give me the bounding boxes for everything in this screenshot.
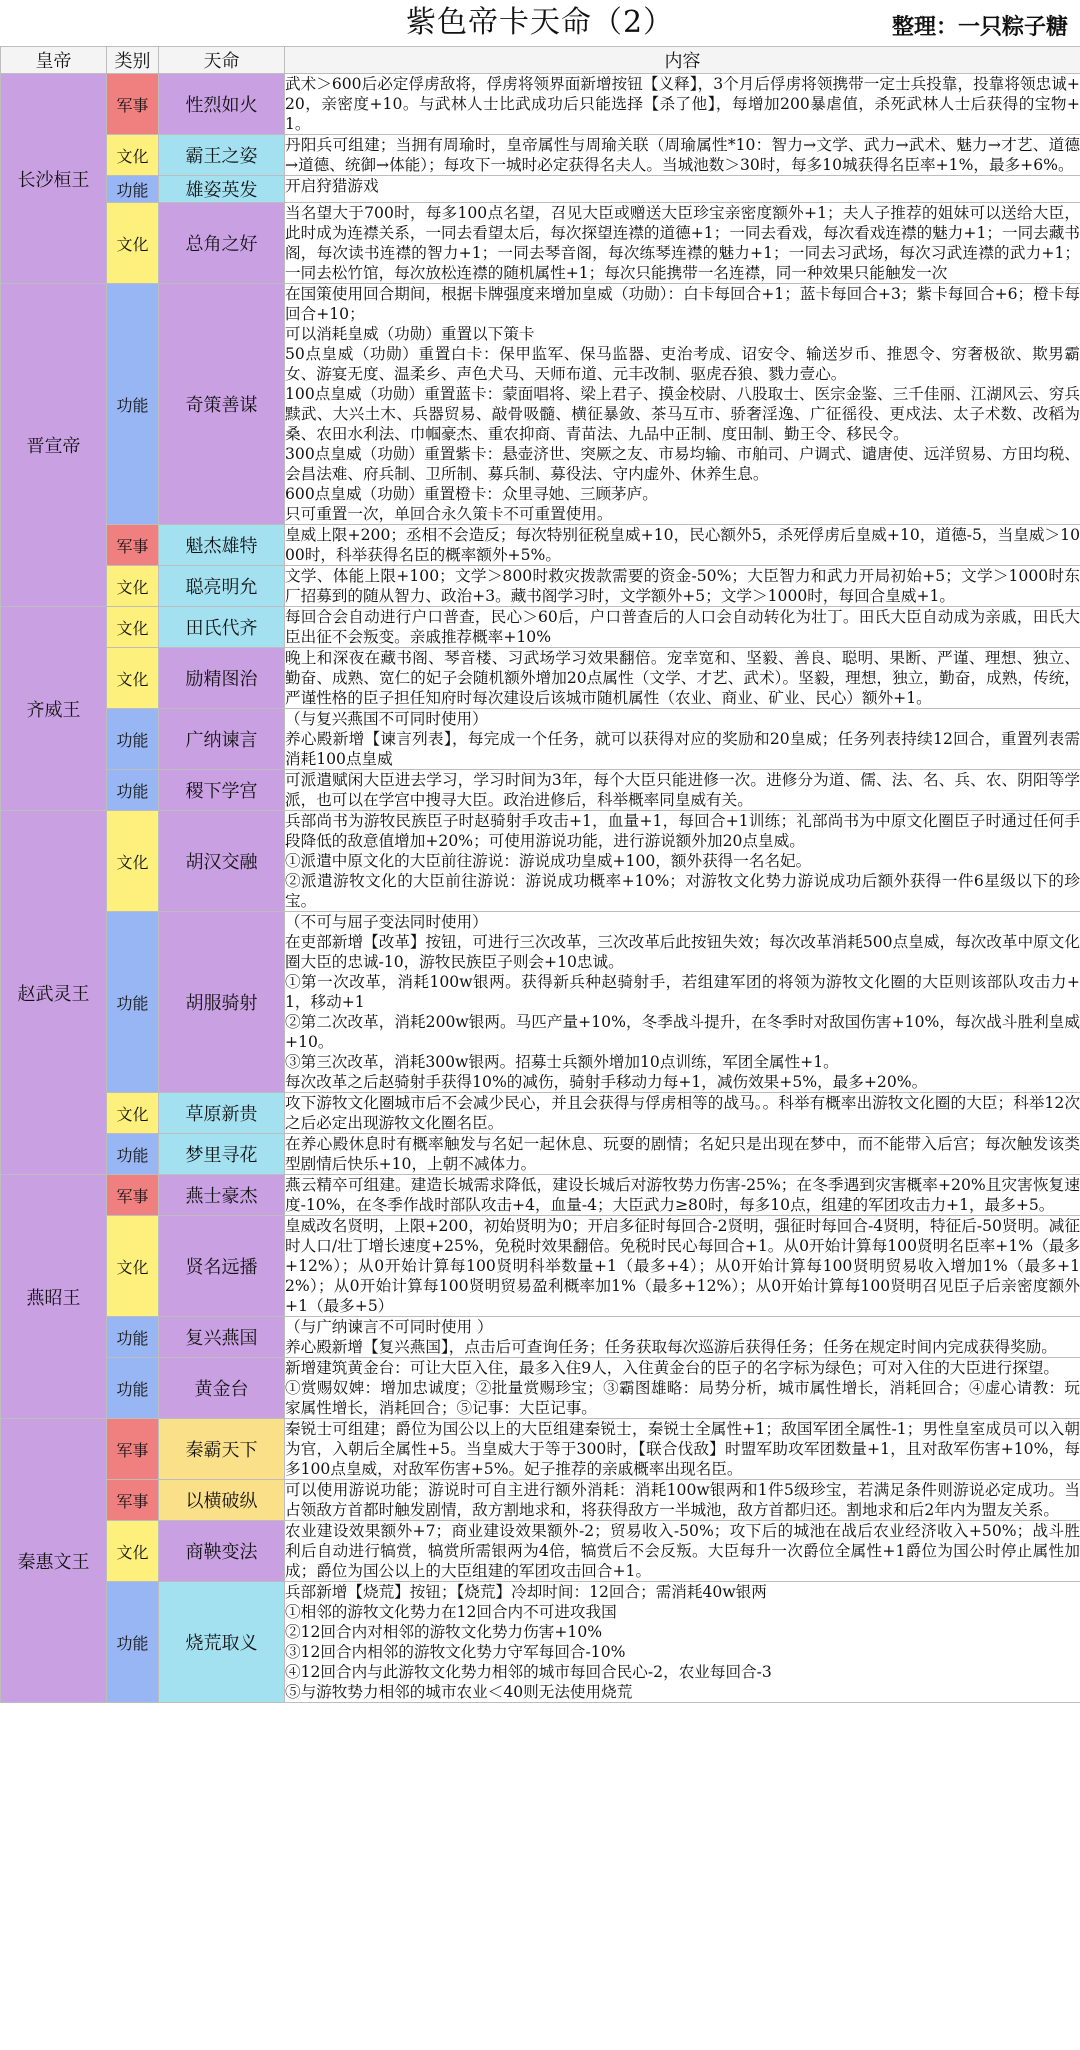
- tianming-cell: 黄金台: [159, 1358, 285, 1419]
- content-cell: [285, 1317, 1080, 1358]
- content-cell: [285, 648, 1080, 709]
- category-cell: 文化: [107, 203, 159, 284]
- content-line: 在国策使用回合期间，根据卡牌强度来增加皇威（功勋）：白卡每回合+1；蓝卡每回合+3；紫卡每回合+6；橙卡每回合+10；: [285, 285, 1080, 323]
- tianming-cell: 聪亮明允: [159, 566, 285, 607]
- category-cell: 功能: [107, 709, 159, 770]
- content-line: 可派遣赋闲大臣进去学习，学习时间为3年，每个大臣只能进修一次。进修分为道、儒、法、名、兵、农、阴阳等学派，也可以在学宫中搜寻大臣。政治进修后，科举概率同皇威有关。: [285, 771, 1080, 809]
- content-line: 每次改革之后赵骑射手获得10%的减伤，骑射手移动力每+1，减伤效果+5%，最多+20%。: [285, 1073, 928, 1091]
- table-row: [1, 1419, 1080, 1480]
- content-cell: [285, 1358, 1080, 1419]
- content-line: 只可重置一次，单回合永久策卡不可重置使用。: [285, 505, 613, 523]
- content-cell: [285, 525, 1080, 566]
- category-cell: 文化: [107, 566, 159, 607]
- tianming-cell: 以横破纵: [159, 1480, 285, 1521]
- category-cell: 功能: [107, 1317, 159, 1358]
- emperor-name: 长沙桓王: [1, 74, 107, 284]
- content-line: ①相邻的游牧文化势力在12回合内不可进攻我国: [285, 1603, 617, 1621]
- tianming-cell: 广纳谏言: [159, 709, 285, 770]
- category-cell: 功能: [107, 1582, 159, 1703]
- category-cell: 功能: [107, 770, 159, 811]
- content-line: 农业建设效果额外+7；商业建设效果额外-2；贸易收入-50%；攻下后的城池在战后农业经济收入+50%；战斗胜利后自动进行犒赏，犒赏所需银两为4倍，犒赏后不会反叛。大臣每升一次爵位全属性+1爵位为国公时停止属性加成；爵位为国公以上的大臣组建的军团攻击回合+1。: [285, 1522, 1080, 1580]
- table-row: [1, 1317, 1080, 1358]
- tianming-cell: 奇策善谋: [159, 284, 285, 525]
- content-cell: [285, 135, 1080, 176]
- tianming-cell: 雄姿英发: [159, 176, 285, 203]
- content-cell: [285, 566, 1080, 607]
- content-line: 丹阳兵可组建；当拥有周瑜时，皇帝属性与周瑜关联（周瑜属性*10：智力→文学、武力→武术、魅力→才艺、道德→道德、统御→体能）；每攻下一城时必定获得名夫人。当城池数＞30时，每多10城获得名臣率+1%，最多+6%。: [285, 136, 1080, 174]
- header-row: [1, 47, 1080, 74]
- category-cell: 文化: [107, 811, 159, 912]
- table-row: [1, 1216, 1080, 1317]
- table-row: [1, 203, 1080, 284]
- content-line: 可以使用游说功能；游说时可自主进行额外消耗：消耗100w银两和1件5级珍宝，若满足条件则游说必定成功。当占领敌方首都时触发剧情，敌方割地求和，将获得敌方一半城池，敌方首都归还。割地求和后2年内为盟友关系。: [285, 1481, 1080, 1519]
- content-cell: [285, 770, 1080, 811]
- table-row: [1, 566, 1080, 607]
- table-row: [1, 74, 1080, 135]
- content-cell: [285, 912, 1080, 1093]
- content-line: 100点皇威（功勋）重置蓝卡：蒙面唱将、梁上君子、摸金校尉、八股取士、医宗金鉴、三千佳丽、江湖风云、穷兵黩武、大兴土木、兵器贸易、敲骨吸髓、横征暴敛、茶马互市、骄奢淫逸、广征徭役、更戍法、太子术数、改稻为桑、农田水利法、巾帼豪杰、重农抑商、青苗法、九品中正制、度田制、勤王令、移民令。: [285, 385, 1080, 443]
- content-cell: [285, 1134, 1080, 1175]
- content-line: （不可与屈子变法同时使用）: [285, 913, 488, 931]
- content-line: ③第三次改革，消耗300w银两。招募士兵额外增加10点训练，军团全属性+1。: [285, 1053, 839, 1071]
- table-row: [1, 284, 1080, 525]
- content-line: 武术＞600后必定俘虏敌将，俘虏将领界面新增按钮【义释】，3个月后俘虏将领携带一定士兵投靠，投靠将领忠诚+20，亲密度+10。与武林人士比武成功后只能选择【杀了他】，每增加200暴虐值，杀死武林人士后获得的宝物+1。: [285, 75, 1080, 133]
- content-line: ②第二次改革，消耗200w银两。马匹产量+10%，冬季战斗提升，在冬季时对敌国伤害+10%，每次战斗胜利皇威+10。: [285, 1013, 1080, 1051]
- category-cell: 军事: [107, 74, 159, 135]
- emperor-name: 秦惠文王: [1, 1419, 107, 1703]
- category-cell: 文化: [107, 1521, 159, 1582]
- category-cell: 军事: [107, 1419, 159, 1480]
- content-line: 文学、体能上限+100；文学＞800时救灾拨款需要的资金-50%；大臣智力和武力开局初始+5；文学＞1000时东厂招募到的随从智力、政治+3。藏书阁学习时，文学额外+5；文学＞1000时，每回合皇威+1。: [285, 567, 1080, 605]
- tianming-cell: 秦霸天下: [159, 1419, 285, 1480]
- content-line: 在养心殿休息时有概率触发与名妃一起休息、玩耍的剧情；名妃只是出现在梦中，而不能带入后宫；每次触发该类型剧情后快乐+10，上朝不减体力。: [285, 1135, 1080, 1173]
- content-line: 养心殿新增【谏言列表】，每完成一个任务，就可以获得对应的奖励和20皇威；任务列表持续12回合，重置列表需消耗100点皇威: [285, 730, 1080, 768]
- content-line: ①派遣中原文化的大臣前往游说：游说成功皇威+100，额外获得一名名妃。: [285, 852, 812, 870]
- content-line: 50点皇威（功勋）重置白卡：保甲监军、保马监器、吏治考成、诏安令、输送岁币、推恩令、穷奢极欲、欺男霸女、游宴无度、温柔乡、声色犬马、天师布道、元丰改制、驱虎吞狼、戮力壹心。: [285, 345, 1080, 383]
- header-tianming: 天命: [159, 47, 285, 74]
- content-line: ④12回合内与此游牧文化势力相邻的城市每回合民心-2，农业每回合-3: [285, 1663, 772, 1681]
- tianming-cell: 魁杰雄特: [159, 525, 285, 566]
- content-cell: [285, 176, 1080, 203]
- content-line: 晚上和深夜在藏书阁、琴音楼、习武场学习效果翻倍。宠幸宽和、坚毅、善良、聪明、果断、严谨、理想、独立、勤奋、成熟、宽仁的妃子会随机额外增加20点属性（文学、才艺、武术）。坚毅，理想，独立，勤奋，成熟，传统，严谨性格的臣子担任知府时每次建设后该城市随机属性（农业、商业、矿业、民心）额外+1。: [285, 649, 1080, 707]
- table-row: [1, 709, 1080, 770]
- tianming-cell: 胡汉交融: [159, 811, 285, 912]
- emperor-name: 燕昭王: [1, 1175, 107, 1419]
- content-cell: [285, 607, 1080, 648]
- content-line: 皇威上限+200；丞相不会造反；每次特别征税皇威+10，民心额外5，杀死俘虏后皇威+10，道德-5，当皇威＞1000时，科举获得名臣的概率额外+5%。: [285, 526, 1080, 564]
- table-body: [1, 74, 1080, 1703]
- header-emperor: 皇帝: [1, 47, 107, 74]
- content-line: 600点皇威（功勋）重置橙卡：众里寻她、三顾茅庐。: [285, 485, 658, 503]
- table-row: [1, 1582, 1080, 1703]
- content-line: 每回合会自动进行户口普查，民心＞60后，户口普查后的人口会自动转化为壮丁。田氏大臣自动成为亲戚，田氏大臣出征不会叛变。亲戚推荐概率+10%: [285, 608, 1080, 646]
- content-line: 兵部尚书为游牧民族臣子时赵骑射手攻击+1，血量+1，每回合+1训练；礼部尚书为中原文化圈臣子时通过任何手段降低的敌意值增加+20%；可使用游说功能，进行游说额外加20点皇威。: [285, 812, 1080, 850]
- content-cell: [285, 709, 1080, 770]
- category-cell: 功能: [107, 1134, 159, 1175]
- category-cell: 军事: [107, 1480, 159, 1521]
- tianming-cell: 总角之好: [159, 203, 285, 284]
- category-cell: 文化: [107, 1093, 159, 1134]
- table-row: [1, 176, 1080, 203]
- tianming-cell: 商鞅变法: [159, 1521, 285, 1582]
- content-cell: [285, 1093, 1080, 1134]
- tianming-cell: 胡服骑射: [159, 912, 285, 1093]
- content-line: 开启狩猎游戏: [285, 177, 379, 195]
- category-cell: 文化: [107, 135, 159, 176]
- content-line: ①第一次改革，消耗100w银两。获得新兵种赵骑射手，若组建军团的将领为游牧文化圈的大臣则该部队攻击力+1，移动+1: [285, 973, 1080, 1011]
- category-cell: 功能: [107, 284, 159, 525]
- emperor-name: 齐威王: [1, 607, 107, 811]
- table-row: [1, 770, 1080, 811]
- content-cell: [285, 1419, 1080, 1480]
- content-line: 可以消耗皇威（功勋）重置以下策卡: [285, 325, 535, 343]
- tianming-cell: 稷下学宫: [159, 770, 285, 811]
- table-row: [1, 525, 1080, 566]
- content-cell: [285, 811, 1080, 912]
- content-line: 燕云精卒可组建。建造长城需求降低，建设长城后对游牧势力伤害-25%；在冬季遇到灾害概率+20%且灾害恢复速度-10%，在冬季作战时部队攻击+4，血量-4；大臣武力≥80时，每多10点，组建的军团攻击力+1，最多+5。: [285, 1176, 1080, 1214]
- content-line: （与复兴燕国不可同时使用）: [285, 710, 488, 728]
- content-line: ①赏赐奴婢：增加忠诚度；②批量赏赐珍宝；③霸图雄略：局势分析，城市属性增长，消耗回合；④虚心请教：玩家属性增长，消耗回合；⑤记事：大臣记事。: [285, 1379, 1080, 1417]
- content-line: 在吏部新增【改革】按钮，可进行三次改革，三次改革后此按钮失效；每次改革消耗500点皇威，每次改革中原文化圈大臣的忠诚-10，游牧民族臣子则会+10忠诚。: [285, 933, 1080, 971]
- table-row: [1, 1480, 1080, 1521]
- content-cell: [285, 1480, 1080, 1521]
- tianming-cell: 复兴燕国: [159, 1317, 285, 1358]
- content-line: ⑤与游牧势力相邻的城市农业＜40则无法使用烧荒: [285, 1683, 633, 1701]
- table-row: [1, 648, 1080, 709]
- category-cell: 文化: [107, 607, 159, 648]
- content-cell: [285, 203, 1080, 284]
- tianming-cell: 烧荒取义: [159, 1582, 285, 1703]
- page-title: 紫色帝卡天命（2）: [405, 5, 675, 40]
- content-line: 秦锐士可组建；爵位为国公以上的大臣组建秦锐士，秦锐士全属性+1；敌国军团全属性-1；男性皇室成员可以入朝为官，入朝后全属性+5。当皇威大于等于300时，【联合伐敌】时盟军助攻军团数量+1，且对敌军伤害+10%，每多100点皇威，对敌军伤害+5%。妃子推荐的亲戚概率出现名臣。: [285, 1420, 1080, 1478]
- content-cell: [285, 1521, 1080, 1582]
- tianming-cell: 性烈如火: [159, 74, 285, 135]
- category-cell: 文化: [107, 1216, 159, 1317]
- content-line: 攻下游牧文化圈城市后不会减少民心，并且会获得与俘虏相等的战马。。科举有概率出游牧文化圈的大臣；科举12次之后必定出现游牧文化圈名臣。: [285, 1094, 1080, 1132]
- emperor-name: 赵武灵王: [1, 811, 107, 1175]
- content-line: ③12回合内相邻的游牧文化势力守军每回合-10%: [285, 1643, 626, 1661]
- category-cell: 功能: [107, 912, 159, 1093]
- author-credit: 整理：一只粽子糖: [891, 15, 1068, 40]
- table-row: [1, 1093, 1080, 1134]
- table-row: [1, 1521, 1080, 1582]
- content-cell: [285, 284, 1080, 525]
- content-line: 新增建筑黄金台：可让大臣入住，最多入住9人，入住黄金台的臣子的名字标为绿色；可对入住的大臣进行探望。: [285, 1359, 1060, 1377]
- tianming-cell: 贤名远播: [159, 1216, 285, 1317]
- category-cell: 军事: [107, 525, 159, 566]
- category-cell: 功能: [107, 176, 159, 203]
- emperor-name: 晋宣帝: [1, 284, 107, 607]
- content-line: 300点皇威（功勋）重置紫卡：悬壶济世、突厥之友、市易均输、市舶司、户调式、谴唐使、远洋贸易、方田均税、会昌法难、府兵制、卫所制、募兵制、募役法、守内虚外、休养生息。: [285, 445, 1080, 483]
- table-row: [1, 1134, 1080, 1175]
- content-line: 养心殿新增【复兴燕国】，点击后可查询任务；任务获取每次巡游后获得任务；任务在规定时间内完成获得奖励。: [285, 1338, 1057, 1356]
- table-row: [1, 1175, 1080, 1216]
- header-content: 内容: [285, 47, 1080, 74]
- tianming-cell: 霸王之姿: [159, 135, 285, 176]
- content-line: 当名望大于700时，每多100点名望，召见大臣或赠送大臣珍宝亲密度额外+1；夫人子推荐的姐妹可以送给大臣，此时成为连襟关系，一同去看望太后，每次探望连襟的道德+1；一同去看戏，每次看戏连襟的魅力+1；一同去藏书阁，每次读书连襟的智力+1；一同去琴音阁，每次练琴连襟的魅力+1；一同去习武场，每次习武连襟的武力+1；一同去松竹馆，每次放松连襟的随机属性+1；每次只能携带一名连襟，同一种效果只能触发一次: [285, 204, 1080, 282]
- category-cell: 文化: [107, 648, 159, 709]
- table-row: [1, 1358, 1080, 1419]
- content-cell: [285, 1216, 1080, 1317]
- tianming-cell: 梦里寻花: [159, 1134, 285, 1175]
- table-row: [1, 607, 1080, 648]
- tianming-cell: 燕士豪杰: [159, 1175, 285, 1216]
- content-cell: [285, 1582, 1080, 1703]
- tianming-cell: 草原新贵: [159, 1093, 285, 1134]
- title-bar: [0, 0, 1080, 47]
- tianming-table: [0, 46, 1080, 1703]
- tianming-cell: 田氏代齐: [159, 607, 285, 648]
- content-line: 兵部新增【烧荒】按钮；【烧荒】冷却时间：12回合；需消耗40w银两: [285, 1583, 767, 1601]
- tianming-cell: 励精图治: [159, 648, 285, 709]
- table-row: [1, 912, 1080, 1093]
- content-line: ②12回合内对相邻的游牧文化势力伤害+10%: [285, 1623, 603, 1641]
- header-category: 类别: [107, 47, 159, 74]
- content-cell: [285, 1175, 1080, 1216]
- category-cell: 功能: [107, 1358, 159, 1419]
- table-row: [1, 811, 1080, 912]
- table-row: [1, 135, 1080, 176]
- content-cell: [285, 74, 1080, 135]
- content-line: 皇威改名贤明，上限+200，初始贤明为0；开启多征时每回合-2贤明，强征时每回合-4贤明，特征后-50贤明。减征时人口/壮丁增长速度+25%，免税时效果翻倍。免税时民心每回合+1。从0开始计算每100贤明名臣率+1%（最多+12%）；从0开始计算每100贤明科举数量+1（最多+4）；从0开始计算每100贤明贸易收入增加1%（最多+12%）；从0开始计算每100贤明贸易盈利概率加1%（最多+12%）；从0开始计算每100贤明召见臣子后亲密度额外+1（最多+5）: [285, 1217, 1080, 1315]
- content-line: ②派遣游牧文化的大臣前往游说：游说成功概率+10%；对游牧文化势力游说成功后额外获得一件6星级以下的珍宝。: [285, 872, 1080, 910]
- category-cell: 军事: [107, 1175, 159, 1216]
- content-line: （与广纳谏言不可同时使用 ）: [285, 1318, 493, 1336]
